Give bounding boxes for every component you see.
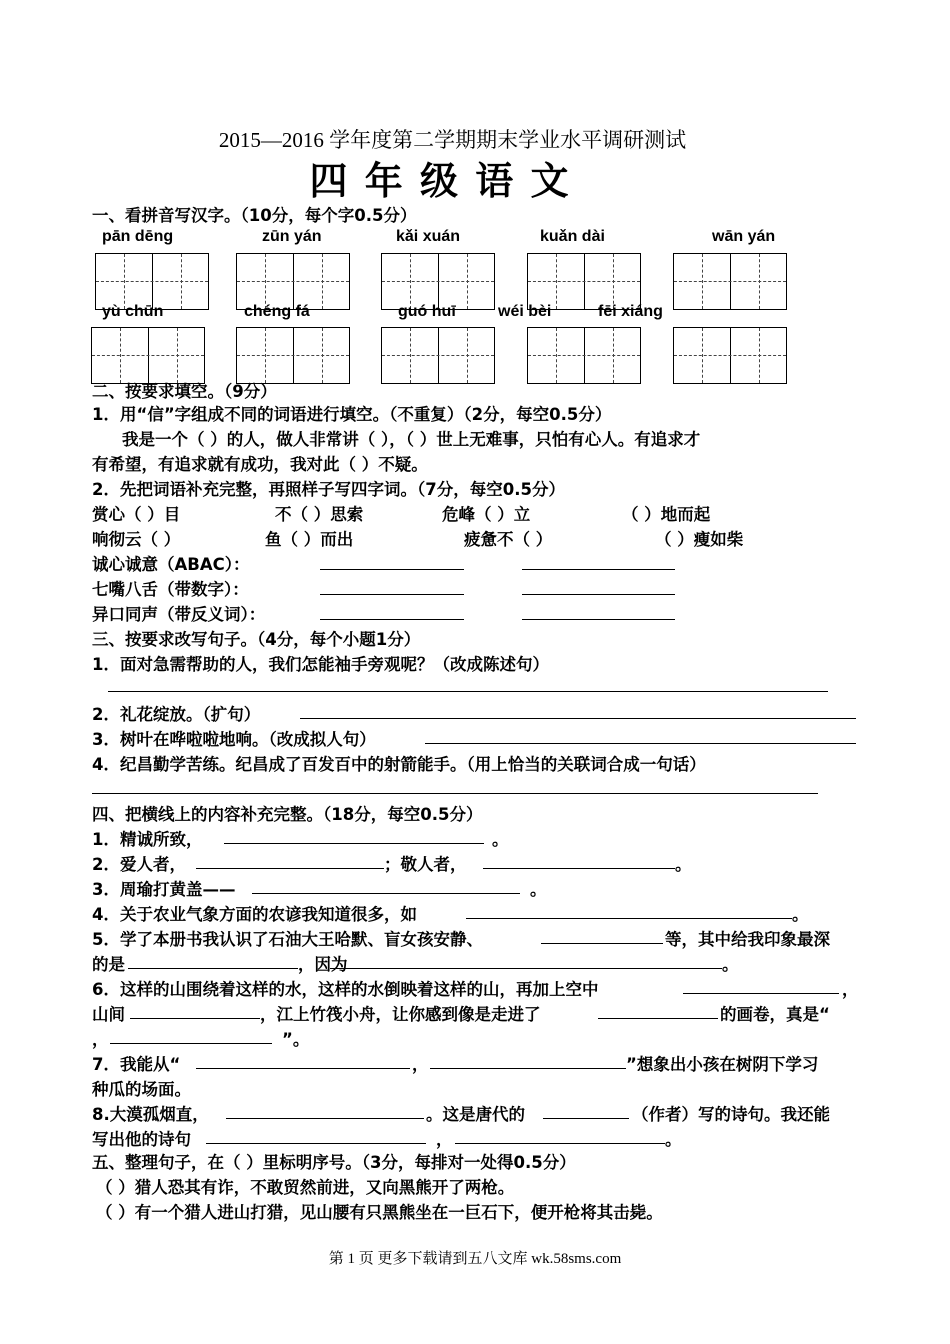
- question-text: （作者）写的诗句。我还能: [632, 1105, 830, 1124]
- question-text: 有希望，有追求就有成功，我对此（ ）不疑。: [92, 455, 428, 474]
- word-blank[interactable]: 鱼（ ）而出: [265, 530, 354, 549]
- pinyin-label: pān dēng: [102, 228, 174, 245]
- pinyin-label: wéi bèi: [498, 303, 552, 320]
- question-text: 等，其中给我印象最深: [665, 930, 830, 949]
- punct: ”。: [282, 1030, 310, 1049]
- answer-line[interactable]: [110, 1043, 272, 1044]
- question-text: 的画卷，真是“: [720, 1005, 830, 1024]
- answer-line[interactable]: [543, 1118, 629, 1119]
- punct: ，: [436, 1130, 453, 1149]
- page-footer: 第 1 页 更多下载请到五八文库 wk.58sms.com: [328, 1251, 622, 1267]
- pattern-label: 诚心诚意（ABAC）：: [92, 555, 250, 574]
- answer-line[interactable]: [466, 918, 792, 919]
- answer-line[interactable]: [522, 594, 675, 595]
- answer-line[interactable]: [300, 718, 856, 719]
- section5-heading: 五、整理句子，在（ ）里标明序号。（3分，每排对一处得0.5分）: [92, 1153, 576, 1172]
- question-text: 5．学了本册书我认识了石油大王哈默、盲女孩安静、: [92, 930, 483, 949]
- answer-line[interactable]: [598, 1018, 718, 1019]
- question-text: 7．我能从“: [92, 1055, 181, 1074]
- writing-grid[interactable]: [236, 253, 350, 310]
- pinyin-label: zūn yán: [262, 228, 322, 245]
- exam-title: 四 年 级 语 文: [309, 159, 571, 203]
- writing-grid[interactable]: [381, 327, 495, 384]
- punct: 。: [492, 830, 509, 849]
- answer-line[interactable]: [130, 1018, 260, 1019]
- section2-heading: 二、按要求填空。（9分）: [92, 382, 277, 401]
- punct: ，: [92, 1030, 109, 1049]
- question-text: 3．树叶在哗啦啦地响。（改成拟人句）: [92, 730, 376, 749]
- pattern-label: 异口同声（带反义词）：: [92, 605, 266, 624]
- section1-heading: 一、看拼音写汉字。（10分，每个字0.5分）: [92, 206, 417, 225]
- pinyin-label: chéng fá: [244, 303, 310, 320]
- answer-line[interactable]: [683, 993, 839, 994]
- question-text: 1．用“信”字组成不同的词语进行填空。（不重复）（2分，每空0.5分）: [92, 405, 612, 424]
- answer-line[interactable]: [455, 1143, 665, 1144]
- pinyin-label: guó huī: [398, 303, 456, 320]
- question-text: 种瓜的场面。: [92, 1080, 191, 1099]
- punct: 。: [792, 905, 809, 924]
- answer-line[interactable]: [320, 594, 464, 595]
- answer-line[interactable]: [320, 619, 464, 620]
- answer-line[interactable]: [206, 1143, 426, 1144]
- question-text: 写出他的诗句: [92, 1130, 191, 1149]
- pinyin-label: fēi xiáng: [598, 303, 663, 320]
- exam-subtitle: 2015—2016 学年度第二学期期末学业水平调研测试: [218, 128, 687, 152]
- answer-line[interactable]: [128, 968, 298, 969]
- punct: ，: [842, 980, 859, 999]
- word-blank[interactable]: 疲惫不（ ）: [464, 530, 553, 549]
- answer-line[interactable]: [196, 868, 384, 869]
- pinyin-label: kǎi xuán: [396, 228, 461, 245]
- question-text: 3．周瑜打黄盖——: [92, 880, 236, 899]
- section4-heading: 四、把横线上的内容补充完整。（18分，每空0.5分）: [92, 805, 483, 824]
- question-text: 的是: [92, 955, 125, 974]
- question-text: 。这是唐代的: [426, 1105, 525, 1124]
- question-text: ；敬人者，: [384, 855, 467, 874]
- question-text: 我是一个（ ）的人，做人非常讲（ ），（ ）世上无难事，只怕有心人。有追求才: [122, 430, 701, 449]
- answer-line[interactable]: [108, 691, 828, 692]
- word-blank[interactable]: （ ）瘦如柴: [655, 530, 744, 549]
- writing-grid[interactable]: [95, 253, 209, 310]
- word-blank[interactable]: 响彻云（ ）: [92, 530, 181, 549]
- writing-grid[interactable]: [673, 327, 787, 384]
- word-blank[interactable]: （ ）地而起: [622, 505, 711, 524]
- question-text: 4．纪昌勤学苦练。纪昌成了百发百中的射箭能手。（用上恰当的关联词合成一句话）: [92, 755, 706, 774]
- question-text: 1．精诚所致，: [92, 830, 203, 849]
- answer-line[interactable]: [320, 569, 464, 570]
- answer-line[interactable]: [196, 1068, 410, 1069]
- answer-line[interactable]: [522, 569, 675, 570]
- punct: 。: [722, 955, 739, 974]
- answer-line[interactable]: [483, 868, 675, 869]
- pattern-label: 七嘴八舌（带数字）：: [92, 580, 249, 599]
- question-text: 2．爱人者，: [92, 855, 186, 874]
- answer-line[interactable]: [226, 1118, 424, 1119]
- question-text: 2．礼花绽放。（扩句）: [92, 705, 261, 724]
- writing-grid[interactable]: [236, 327, 350, 384]
- question-text: 山间: [92, 1005, 125, 1024]
- ordering-sentence[interactable]: （ ）有一个猎人进山打猎，见山腰有只黑熊坐在一巨石下，便开枪将其击毙。: [96, 1203, 663, 1222]
- question-text: ，江上竹筏小舟，让你感到像是走进了: [260, 1005, 541, 1024]
- question-text: ，因为: [298, 955, 348, 974]
- question-text: 8.大漠孤烟直，: [92, 1105, 209, 1124]
- writing-grid[interactable]: [527, 253, 641, 310]
- pinyin-label: kuǎn dài: [540, 228, 605, 245]
- answer-line[interactable]: [252, 893, 520, 894]
- answer-line[interactable]: [224, 843, 484, 844]
- answer-line[interactable]: [92, 793, 818, 794]
- word-blank[interactable]: 危峰（ ）立: [442, 505, 531, 524]
- section3-heading: 三、按要求改写句子。（4分，每个小题1分）: [92, 630, 421, 649]
- pinyin-label: wān yán: [712, 228, 776, 245]
- answer-line[interactable]: [541, 943, 663, 944]
- word-blank[interactable]: 不（ ）思索: [275, 505, 364, 524]
- punct: 。: [675, 855, 692, 874]
- question-text: ”想象出小孩在树阴下学习: [626, 1055, 819, 1074]
- writing-grid[interactable]: [91, 327, 205, 384]
- answer-line[interactable]: [522, 619, 675, 620]
- question-text: 4．关于农业气象方面的农谚我知道很多，如: [92, 905, 417, 924]
- question-text: 2．先把词语补充完整，再照样子写四字词。（7分，每空0.5分）: [92, 480, 565, 499]
- question-text: 1．面对急需帮助的人，我们怎能袖手旁观呢？（改成陈述句）: [92, 655, 549, 674]
- ordering-sentence[interactable]: （ ）猎人恐其有诈，不敢贸然前进，又向黑熊开了两枪。: [96, 1178, 515, 1197]
- punct: ，: [412, 1055, 429, 1074]
- answer-line[interactable]: [430, 1068, 626, 1069]
- writing-grid[interactable]: [673, 253, 787, 310]
- question-text: 6．这样的山围绕着这样的水，这样的水倒映着这样的山，再加上空中: [92, 980, 599, 999]
- answer-line[interactable]: [330, 968, 722, 969]
- writing-grid[interactable]: [381, 253, 495, 310]
- answer-line[interactable]: [425, 743, 856, 744]
- punct: 。: [665, 1130, 682, 1149]
- punct: 。: [530, 880, 547, 899]
- pinyin-label: yù chūn: [102, 303, 164, 320]
- writing-grid[interactable]: [527, 327, 641, 384]
- word-blank[interactable]: 赏心（ ）目: [92, 505, 181, 524]
